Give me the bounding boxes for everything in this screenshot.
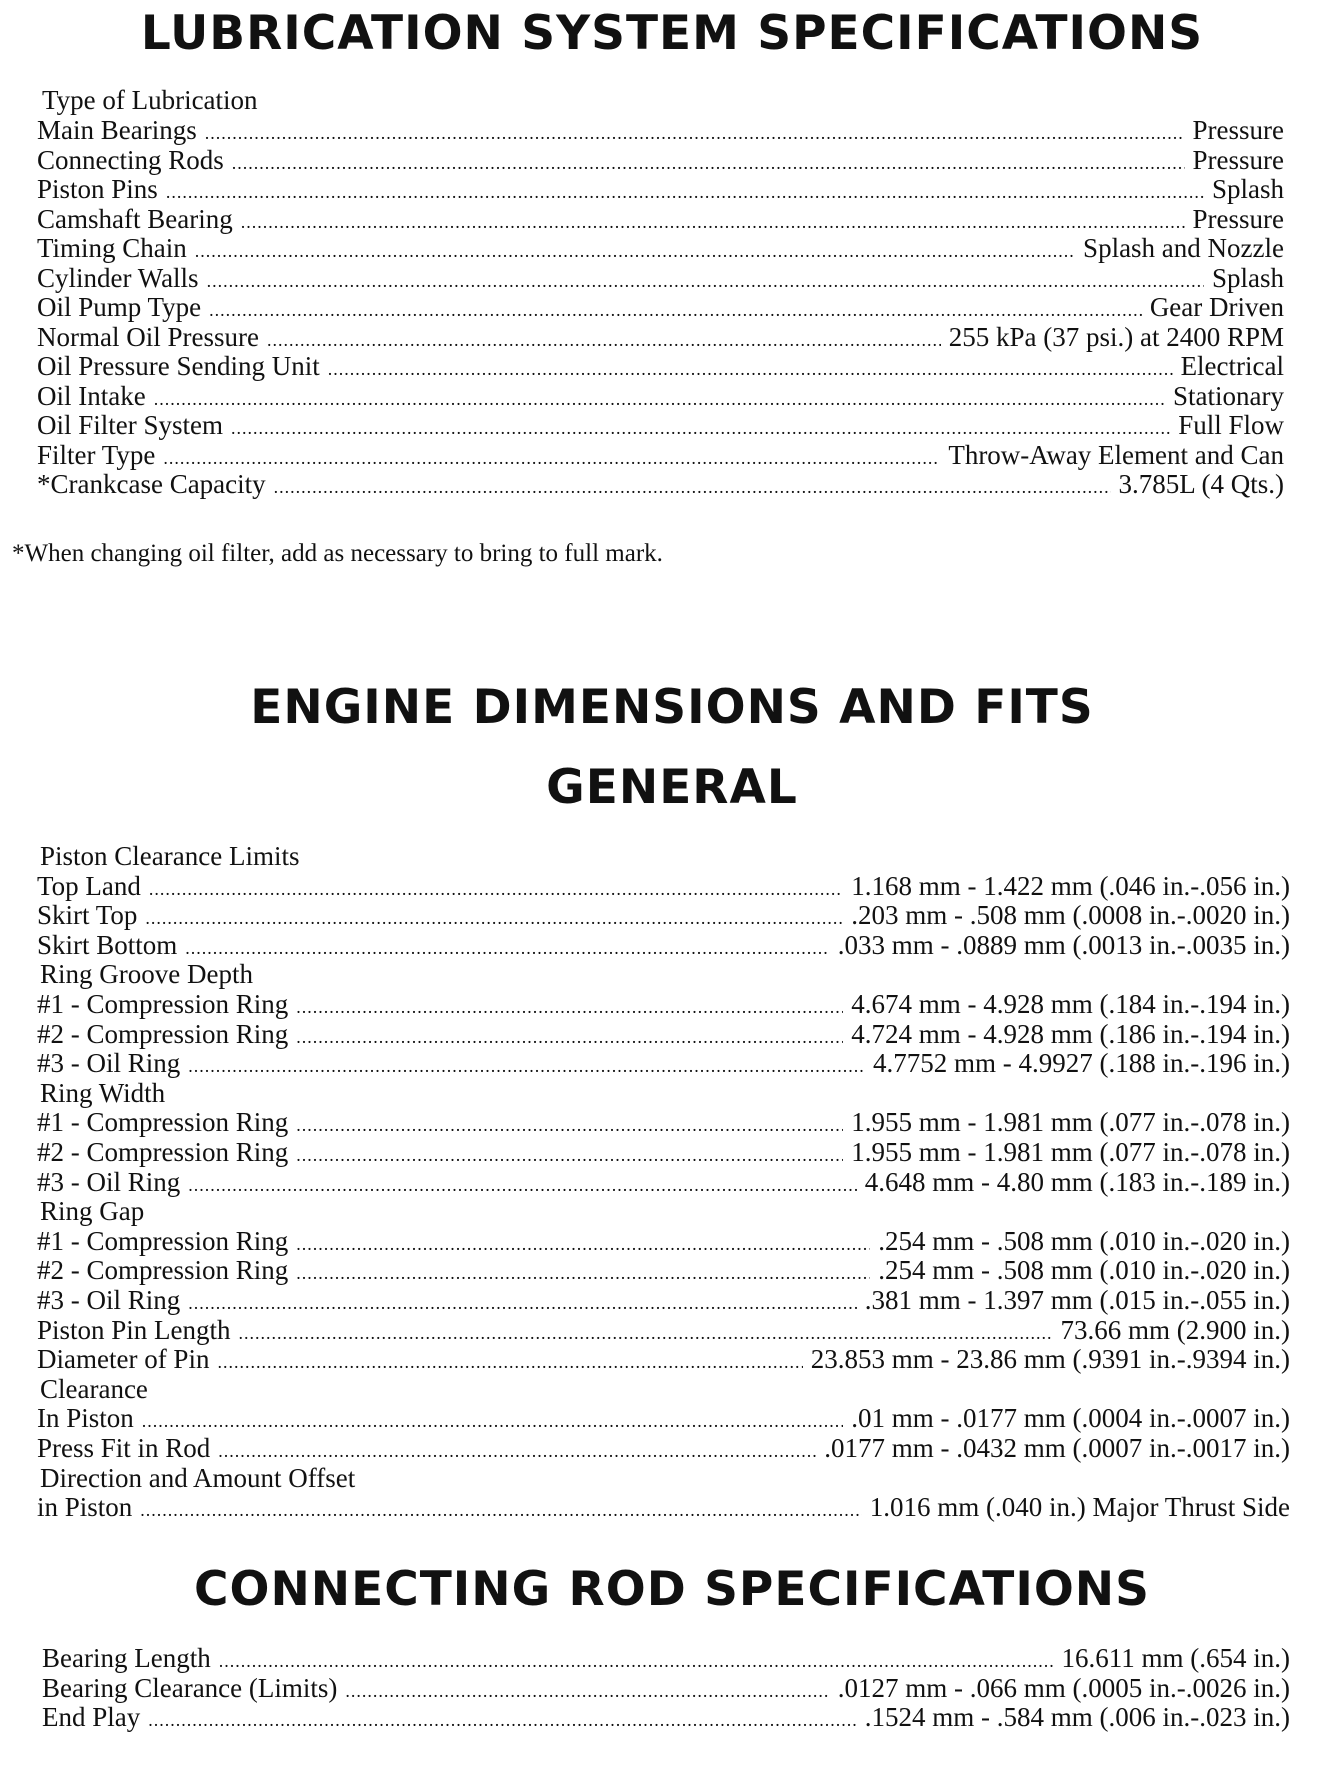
engine-subtitle: GENERAL (546, 760, 798, 815)
spec-row (37, 203, 1284, 234)
spec-row (37, 235, 1284, 262)
spec-value: Splash (1211, 262, 1284, 293)
spec-label: Timing Chain (37, 233, 187, 263)
dot-leader (188, 1294, 857, 1312)
dot-leader (345, 1682, 829, 1700)
spec-label: #2 - Compression Ring (37, 1255, 289, 1286)
spec-label: #1 - Compression Ring (37, 1107, 289, 1138)
dot-leader (267, 331, 941, 349)
spec-row (37, 380, 1284, 411)
spec-value: 1.168 mm - 1.422 mm (.046 in.-.056 in.) (851, 870, 1290, 901)
lubrication-title: LUBRICATION SYSTEM SPECIFICATIONS (140, 6, 1204, 61)
dot-leader (166, 183, 1204, 201)
dot-leader (239, 1324, 1053, 1342)
spec-row (37, 1257, 1290, 1284)
spec-row (37, 1166, 1290, 1197)
spec-row (37, 1050, 1290, 1077)
spec-value: Pressure (1192, 115, 1284, 145)
spec-subheading: Piston Clearance Limits (40, 841, 300, 871)
spec-row (37, 117, 1284, 144)
spec-row (42, 1645, 1290, 1672)
spec-row (37, 412, 1284, 439)
spec-label: Normal Oil Pressure (37, 321, 259, 352)
spec-subheading: Ring Width (40, 1077, 166, 1108)
spec-row (37, 1494, 1290, 1521)
dot-leader (218, 1442, 816, 1460)
spec-row (42, 1704, 1290, 1731)
dot-leader (232, 154, 1185, 172)
lubrication-subheading: Type of Lubrication (42, 85, 258, 115)
spec-value: Throw-Away Element and Can (948, 439, 1284, 470)
spec-value: .033 mm - .0889 mm (.0013 in.-.0035 in.) (837, 929, 1290, 960)
spec-row (37, 929, 1290, 960)
spec-value: 1.955 mm - 1.981 mm (.077 in.-.078 in.) (851, 1137, 1290, 1167)
spec-label: #2 - Compression Ring (37, 1137, 289, 1167)
dot-leader (149, 880, 843, 898)
spec-label: Oil Pressure Sending Unit (37, 351, 320, 381)
spec-value: 4.7752 mm - 4.9927 (.188 in.-.196 in.) (873, 1048, 1290, 1079)
spec-row (37, 176, 1284, 203)
lubrication-footnote: *When changing oil filter, add as necessary to bring to full mark. (12, 540, 663, 567)
spec-label: In Piston (37, 1403, 134, 1434)
spec-value: Gear Driven (1149, 292, 1284, 322)
spec-value: .0127 mm - .066 mm (.0005 in.-.0026 in.) (837, 1672, 1290, 1703)
spec-row (37, 991, 1290, 1018)
spec-value: .01 mm - .0177 mm (.0004 in.-.0007 in.) (851, 1403, 1290, 1434)
spec-label: *Crankcase Capacity (37, 469, 266, 499)
connecting-rod-title: CONNECTING ROD SPECIFICATIONS (194, 1562, 1150, 1617)
spec-value: Pressure (1192, 144, 1284, 175)
spec-value: 1.016 mm (.040 in.) Major Thrust Side (869, 1492, 1290, 1523)
dot-leader (231, 419, 1170, 437)
spec-label: Connecting Rods (37, 144, 224, 175)
spec-value: 255 kPa (37 psi.) at 2400 RPM (948, 321, 1284, 352)
spec-value: .203 mm - .508 mm (.0008 in.-.0020 in.) (851, 900, 1290, 931)
dot-leader (274, 478, 1111, 496)
spec-value: 1.955 mm - 1.981 mm (.077 in.-.078 in.) (851, 1107, 1290, 1138)
dot-leader (140, 1501, 861, 1519)
spec-row (37, 321, 1284, 352)
spec-label: End Play (42, 1702, 141, 1732)
dot-leader (185, 939, 829, 957)
spec-row (37, 1405, 1290, 1432)
spec-value: 4.674 mm - 4.928 mm (.184 in.-.194 in.) (851, 989, 1290, 1019)
spec-value: 23.853 mm - 23.86 mm (.9391 in.-.9394 in.) (810, 1344, 1290, 1375)
spec-value: Electrical (1180, 351, 1284, 381)
spec-row (37, 144, 1284, 175)
spec-row (37, 1018, 1290, 1049)
dot-leader (296, 1146, 843, 1164)
dot-leader (296, 1264, 870, 1282)
spec-row (37, 1225, 1290, 1256)
spec-row (37, 262, 1284, 293)
spec-value: 73.66 mm (2.900 in.) (1060, 1314, 1290, 1345)
spec-label: Piston Pin Length (37, 1314, 231, 1345)
dot-leader (142, 1412, 843, 1430)
dot-leader (328, 360, 1173, 378)
spec-label: #3 - Oil Ring (37, 1048, 181, 1079)
spec-label: Camshaft Bearing (37, 203, 233, 234)
spec-label: Filter Type (37, 439, 156, 470)
spec-label: Piston Pins (37, 174, 158, 204)
spec-label: #3 - Oil Ring (37, 1285, 181, 1315)
spec-row (37, 471, 1284, 498)
spec-label: Skirt Top (37, 900, 138, 931)
spec-label: Press Fit in Rod (37, 1433, 211, 1463)
dot-leader (188, 1176, 857, 1194)
spec-row (42, 1672, 1290, 1703)
spec-subheading: Ring Groove Depth (40, 959, 253, 990)
spec-label: Bearing Length (42, 1643, 211, 1673)
dot-leader (207, 272, 1204, 290)
spec-label: in Piston (37, 1492, 133, 1523)
spec-row (37, 1435, 1290, 1462)
spec-value: .254 mm - .508 mm (.010 in.-.020 in.) (878, 1255, 1290, 1286)
dot-leader (154, 390, 1165, 408)
spec-value: Pressure (1192, 203, 1284, 234)
spec-value: .381 mm - 1.397 mm (.015 in.-.055 in.) (864, 1285, 1290, 1315)
spec-label: Cylinder Walls (37, 262, 199, 293)
spec-row (37, 1314, 1290, 1345)
dot-leader (163, 449, 940, 467)
dot-leader (296, 998, 843, 1016)
spec-subheading: Ring Gap (40, 1196, 145, 1227)
spec-value: 4.648 mm - 4.80 mm (.183 in.-.189 in.) (864, 1166, 1290, 1197)
dot-leader (296, 1235, 870, 1253)
spec-row (37, 1139, 1290, 1166)
spec-label: #1 - Compression Ring (37, 1225, 289, 1256)
dot-leader (296, 1116, 843, 1134)
spec-label: #1 - Compression Ring (37, 989, 289, 1019)
dot-leader (188, 1057, 865, 1075)
engine-title: ENGINE DIMENSIONS AND FITS (250, 680, 1094, 735)
dot-leader (219, 1652, 1054, 1670)
spec-row (37, 902, 1290, 929)
spec-label: Main Bearings (37, 115, 197, 145)
dot-leader (217, 1353, 802, 1371)
spec-subheading: Clearance (40, 1373, 148, 1404)
spec-row (37, 353, 1284, 380)
spec-row (37, 1346, 1290, 1373)
spec-value: Stationary (1173, 380, 1284, 411)
spec-value: 4.724 mm - 4.928 mm (.186 in.-.194 in.) (851, 1018, 1290, 1049)
spec-value: Splash (1211, 174, 1284, 204)
dot-leader (296, 1028, 843, 1046)
spec-label: Skirt Bottom (37, 929, 178, 960)
spec-value: Full Flow (1178, 410, 1284, 440)
dot-leader (145, 909, 843, 927)
spec-label: Oil Intake (37, 380, 146, 411)
spec-row (37, 870, 1290, 901)
spec-row (37, 1109, 1290, 1136)
spec-label: #3 - Oil Ring (37, 1166, 181, 1197)
spec-row (37, 439, 1284, 470)
dot-leader (148, 1711, 857, 1729)
spec-value: 16.611 mm (.654 in.) (1061, 1643, 1290, 1673)
dot-leader (205, 124, 1185, 142)
spec-label: Top Land (37, 870, 141, 901)
dot-leader (241, 213, 1185, 231)
dot-leader (209, 301, 1142, 319)
spec-label: Oil Filter System (37, 410, 224, 440)
spec-label: #2 - Compression Ring (37, 1018, 289, 1049)
spec-value: 3.785L (4 Qts.) (1118, 469, 1284, 499)
spec-label: Diameter of Pin (37, 1344, 210, 1375)
spec-value: Splash and Nozzle (1083, 233, 1284, 263)
spec-value: .254 mm - .508 mm (.010 in.-.020 in.) (878, 1225, 1290, 1256)
spec-value: .1524 mm - .584 mm (.006 in.-.023 in.) (864, 1702, 1290, 1732)
spec-row (37, 294, 1284, 321)
spec-row (37, 1287, 1290, 1314)
spec-label: Bearing Clearance (Limits) (42, 1672, 338, 1703)
spec-subheading: Direction and Amount Offset (40, 1462, 356, 1493)
spec-label: Oil Pump Type (37, 292, 202, 322)
dot-leader (195, 242, 1075, 260)
spec-value: .0177 mm - .0432 mm (.0007 in.-.0017 in.) (824, 1433, 1290, 1463)
